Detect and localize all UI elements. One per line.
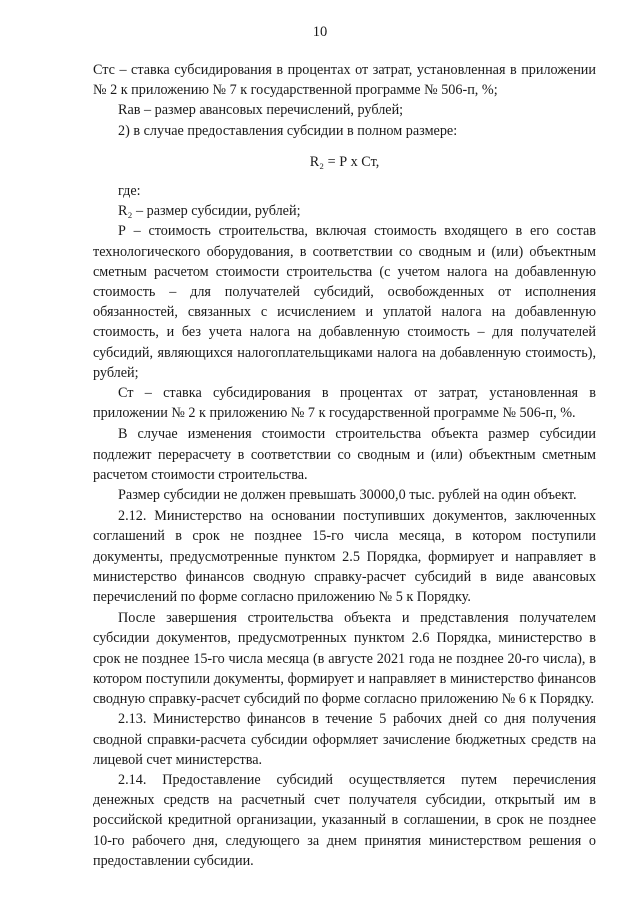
paragraph-2-14: 2.14. Предоставление субсидий осуществляется путем перечисления денежных средств на расчетный счет получателя субсидии, открытый им в российской кредитной организации, указанный в соглашении, в срок не позднее 10-го рабочего дня, следующего за днем принятия министерством решения о предоставлении субсидии. [93,771,596,869]
paragraph-full-size-case: 2) в случае предоставления субсидии в полном размере: [118,122,458,139]
paragraph-max-subsidy: Размер субсидии не должен превышать 30000,0 тыс. рублей на один объект. [118,487,577,504]
paragraph-rav-definition: Rав – размер авансовых перечислений, рублей; [118,102,404,119]
formula-r2: R₂ = Р х Ст, [309,153,380,170]
paragraph-ctc-definition: Стс – ставка субсидирования в процентах от затрат, установленная в приложении № 2 к приложению № 7 к государственной программе № 506-п, %; [93,62,596,99]
page-number: 10 [312,24,328,40]
paragraph-after-construction: После завершения строительства объекта и представления получателем субсидии документов, предусмотренных пунктом 2.6 Порядка, министерство в срок не позднее 15-го числа месяца (в августе 2021 года не позднее 20-го числа), в котором поступили документы, формирует и направляет в министерство финансов сводную справку-расчет субсидий по форме согласно приложению № 6 к Порядку. [93,610,596,708]
paragraph-2-12: 2.12. Министерство на основании поступивших документов, заключенных соглашений в срок не позднее 15-го числа месяца, в котором поступили документы, предусмотренные пунктом 2.5 Порядка, формирует и направляет в министерство финансов сводную справку-расчет субсидий в виде авансовых перечислений по форме согласно приложению № 5 к Порядку. [93,508,596,606]
paragraph-2-13: 2.13. Министерство финансов в течение 5 рабочих дней со дня получения сводной справки-расчета субсидии оформляет зачисление бюджетных средств на лицевой счет министерства. [93,711,596,768]
paragraph-p-definition: Р – стоимость строительства, включая стоимость входящего в его состав технологического оборудования, в соответствии со сводным и (или) объектным сметным расчетом стоимости строительства (с учетом налога на добавленную стоимость – для получателей субсидий, освобожденных от исполнения обязанностей, связанных с исчислением и уплатой налога на добавленную стоимость, и без учета налога на добавленную стоимость – для получателей субсидий, являющихся налогоплательщиками налога на добавленную стоимость), рублей; [93,223,596,381]
document-body [93,60,596,871]
paragraph-cost-change: В случае изменения стоимости строительства объекта размер субсидии подлежит перерасчету в соответствии со сводным и (или) объектным сметным расчетом стоимости строительства. [93,426,596,483]
paragraph-r2-definition: R₂ – размер субсидии, рублей; [118,203,301,220]
paragraph-ct-definition: Ст – ставка субсидирования в процентах от затрат, установленная в приложении № 2 к приложению № 7 к государственной программе № 506-п, %. [93,385,596,422]
paragraph-where: где: [118,183,141,200]
